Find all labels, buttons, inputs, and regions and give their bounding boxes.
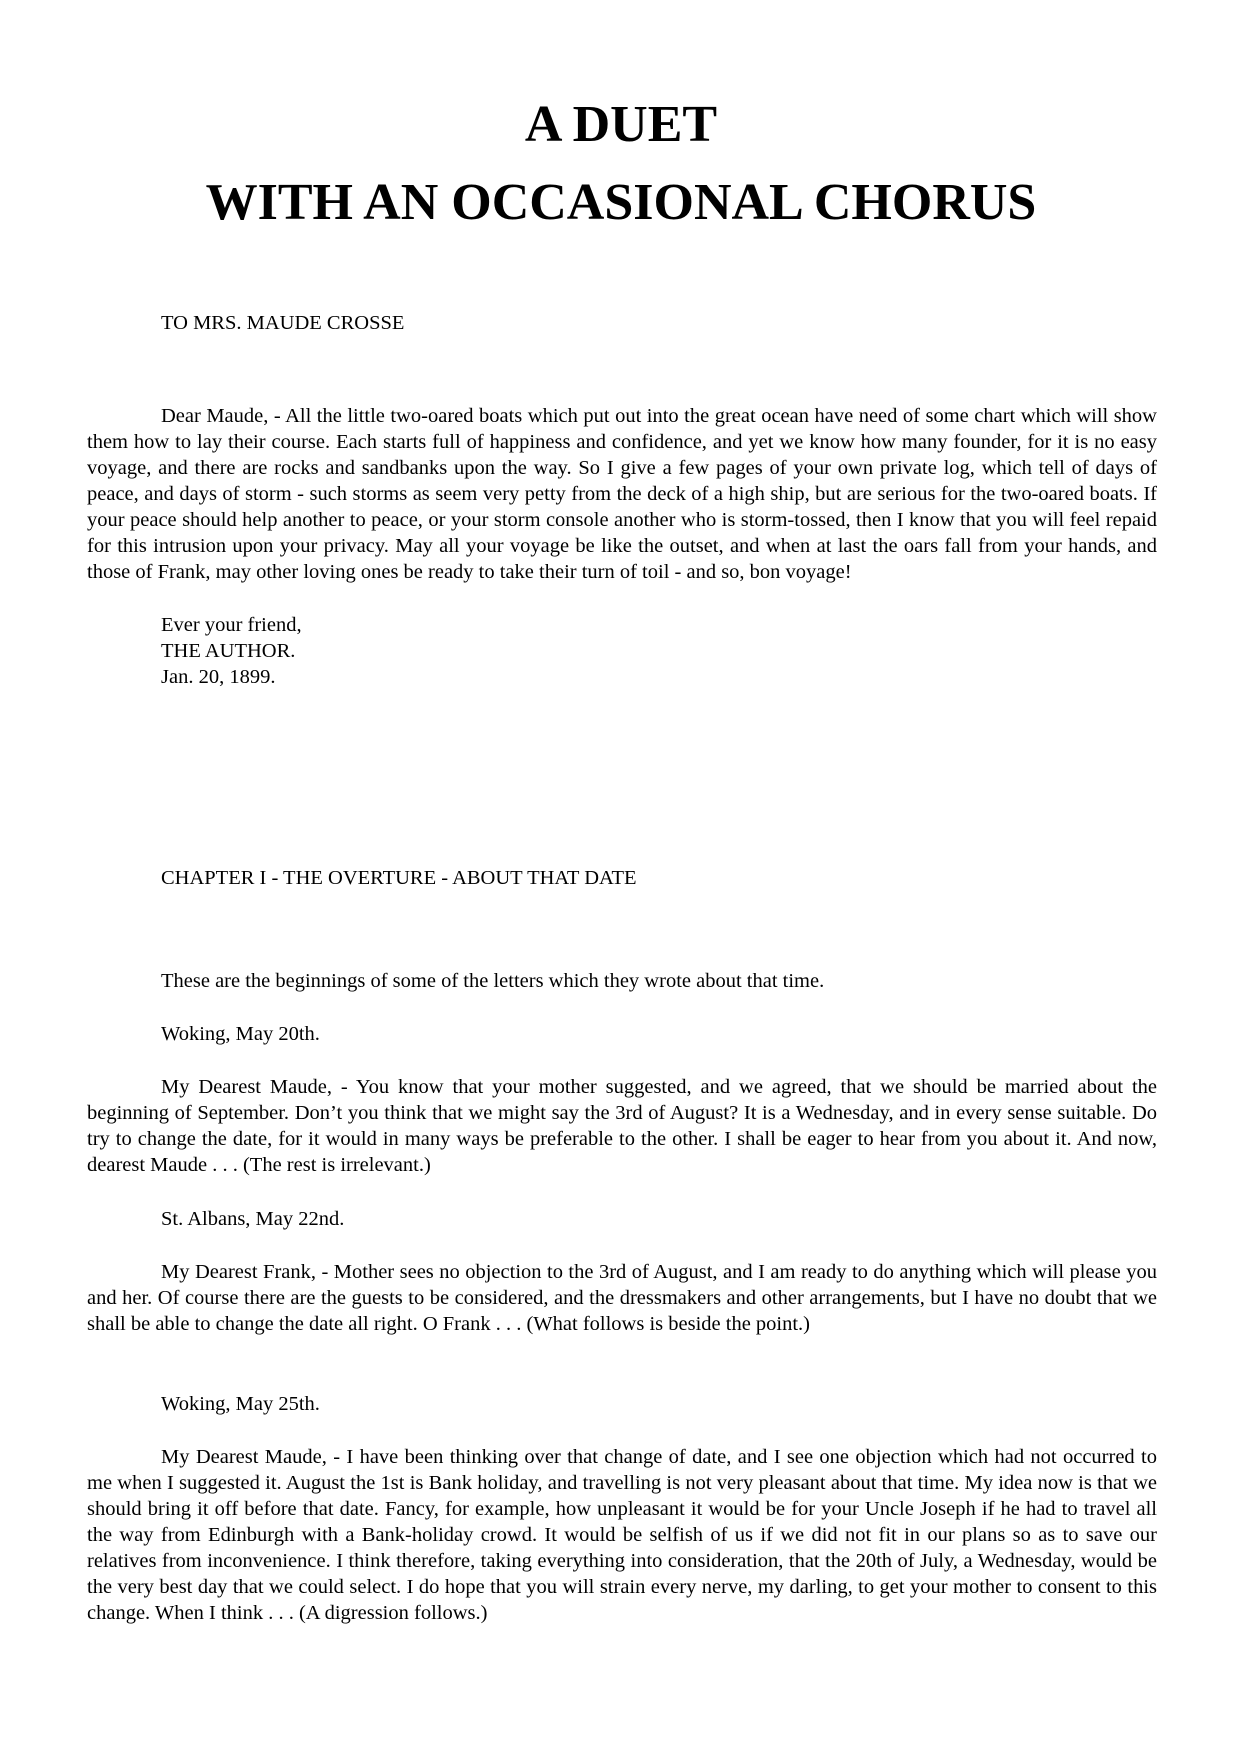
title-line-2: WITH AN OCCASIONAL CHORUS xyxy=(205,174,1037,231)
letter-body: My Dearest Maude, - You know that your mother suggested, and we agreed, that we should be married about the beginning of September. Don’t you think that we might say the 3rd of August? It is a Wednesday, and in every sense suitable. Do try to change the date, for it would in many ways be preferable to the other. I shall be eager to hear from you about it. And now, dearest Maude . . . (The rest is irrelevant.) xyxy=(87,1076,1157,1176)
dedication-closing: Ever your friend, xyxy=(161,614,302,636)
chapter-intro: These are the beginnings of some of the letters which they wrote about that time. xyxy=(161,970,825,992)
dedication-heading: TO MRS. MAUDE CROSSE xyxy=(161,312,405,334)
dedication-body: Dear Maude, - All the little two-oared boats which put out into the great ocean have need of some chart which will show them how to lay their course. Each starts full of happiness and confidence, and yet we know how many founder, for it is no easy voyage, and there are rocks and sandbanks upon the way. So I give a few pages of your own private log, which tell of days of peace, and days of storm - such storms as seem very petty from the deck of a high ship, but are serious for the two-oared boats. If your peace should help another to peace, or your storm console another who is storm-tossed, then I know that you will feel repaid for this intrusion upon your privacy. May all your voyage be like the outset, and when at last the oars fall from your hands, and those of Frank, may other loving ones be ready to take their turn of toil - and so, bon voyage! xyxy=(87,405,1157,583)
letter-place-date: Woking, May 25th. xyxy=(161,1393,320,1415)
dedication-signature: THE AUTHOR. xyxy=(161,640,296,662)
title-line-1: A DUET xyxy=(524,96,718,153)
letter-place-date: Woking, May 20th. xyxy=(161,1023,320,1045)
letter-body: My Dearest Maude, - I have been thinking over that change of date, and I see one objection which had not occurred to me when I suggested it. August the 1st is Bank holiday, and travelling is not very pleasant about that time. My idea now is that we should bring it off before that date. Fancy, for example, how unpleasant it would be for your Uncle Joseph if he had to travel all the way from Edinburgh with a Bank-holiday crowd. It would be selfish of us if we did not fit in our plans so as to save our relatives from inconvenience. I think therefore, taking everything into consideration, that the 20th of July, a Wednesday, would be the very best day that we could select. I do hope that you will strain every nerve, my darling, to get your mother to consent to this change. When I think . . . (A digression follows.) xyxy=(87,1446,1157,1624)
letter-place-date: St. Albans, May 22nd. xyxy=(161,1208,345,1230)
dedication-date: Jan. 20, 1899. xyxy=(161,666,276,688)
letter-body: My Dearest Frank, - Mother sees no objection to the 3rd of August, and I am ready to do anything which will please you and her. Of course there are the guests to be considered, and the dressmakers and other arrangements, but I have no doubt that we shall be able to change the date all right. O Frank . . . (What follows is beside the point.) xyxy=(87,1261,1157,1335)
chapter-heading: CHAPTER I - THE OVERTURE - ABOUT THAT DATE xyxy=(161,867,637,889)
